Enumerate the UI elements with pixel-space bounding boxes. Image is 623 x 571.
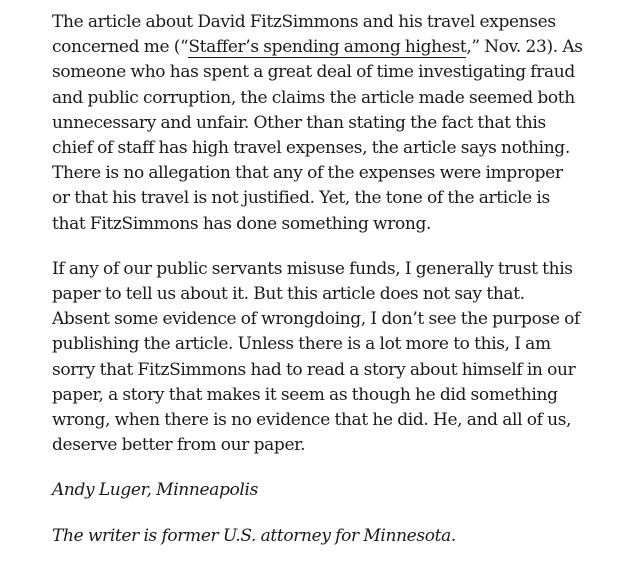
paragraph-text-before-link: The article about David FitzSimmons and his travel expenses concerned me (“	[52, 12, 556, 58]
letter-paragraph: If any of our public servants misuse funds, I generally trust this paper to tell us about it. But this article does not say that. Absent some evidence of wrongdoing, I don’t see the purpose of publishing the article. Unless there is a lot more to this, I am sorry that FitzSimmons had to read a story about himself in our paper, a story that makes it seem as though he did something wrong, when there is no evidence that he did. He, and all of us, deserve better from our paper.	[52, 258, 580, 456]
writer-note: The writer is former U.S. attorney for Minnesota.	[52, 525, 456, 546]
letter-paragraph	[52, 10, 584, 237]
letter-body	[52, 10, 584, 549]
article-link[interactable]: Staffer’s spending among highest	[188, 37, 467, 58]
paragraph-text-after-link: ,” Nov. 23). As someone who has spent a great deal of time investigating fraud and public corruption, the claims the article made seemed both unnecessary and unfair. Other than stating the fact that this chief of staff has high travel expenses, the article says nothing. There is no allegation that any of the expenses were improper or that his travel is not justified. Yet, the tone of the article is that FitzSimmons has done something wrong.	[52, 37, 583, 234]
letter-signature: Andy Luger, Minneapolis	[52, 480, 258, 501]
